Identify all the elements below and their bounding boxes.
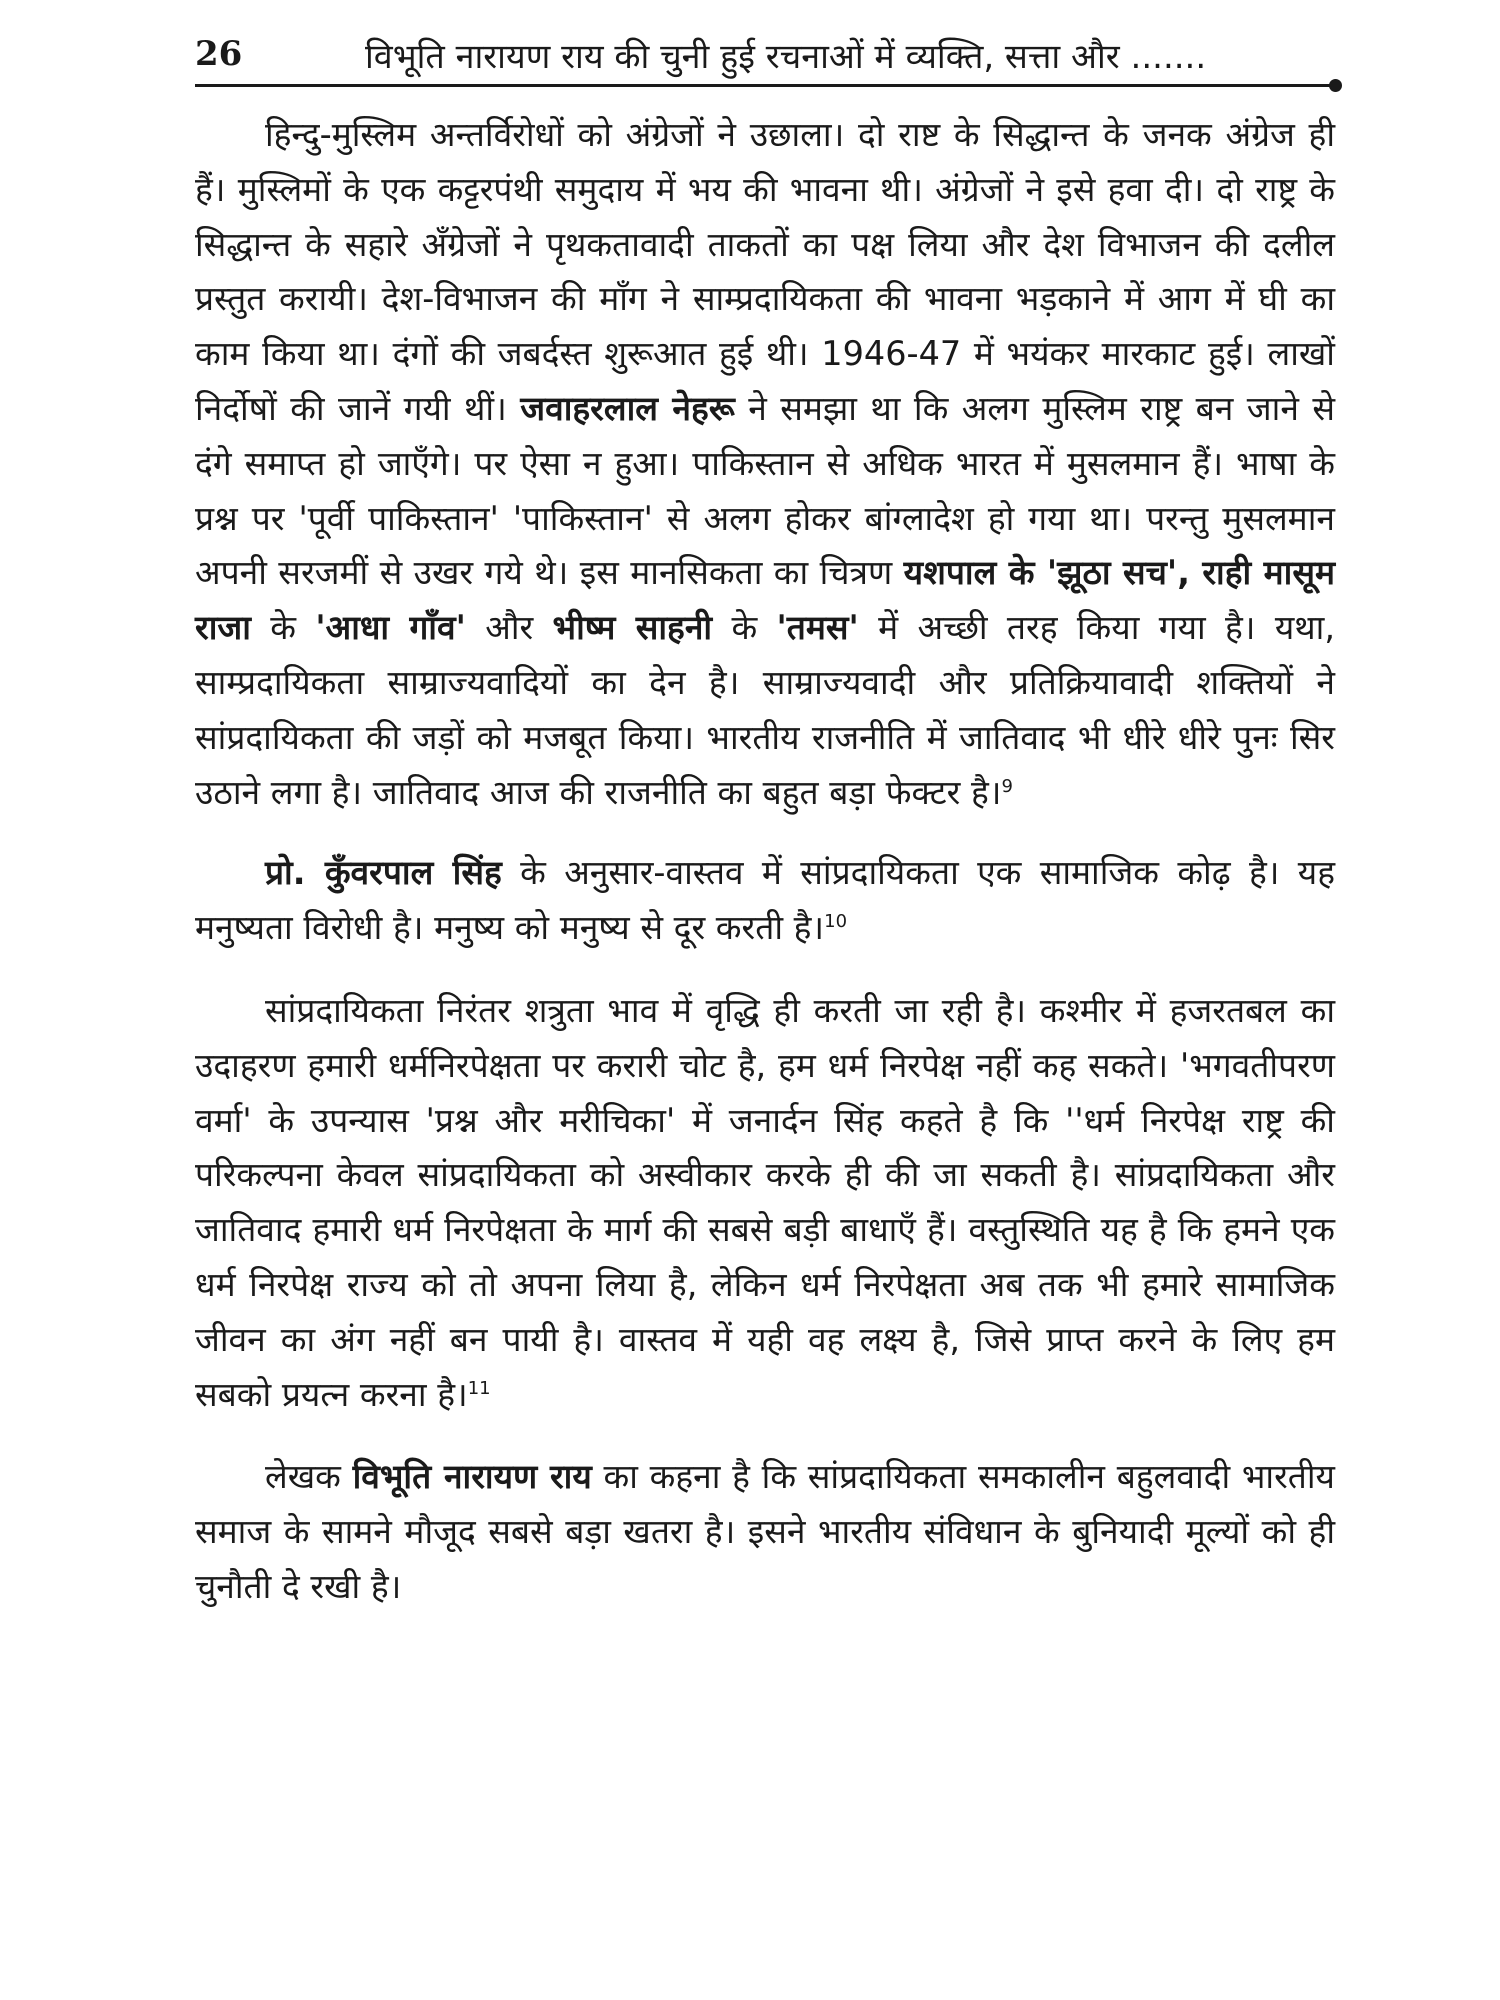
footnote-ref: 11 — [467, 1377, 491, 1399]
paragraph — [195, 846, 1335, 956]
bold-phrase: 'तमस' — [776, 608, 859, 648]
text-run: के — [250, 608, 316, 648]
text-run: और — [465, 608, 553, 648]
header-rule — [195, 84, 1335, 87]
bold-phrase: जवाहरलाल नेहरू — [520, 388, 735, 428]
text-run: के — [712, 608, 777, 648]
text-run: का कहना है कि सांप्रदायिकता समकालीन बहुलवादी भारतीय समाज के सामने मौजूद सबसे बड़ा खतरा है। इसने भारतीय संविधान के बुनियादी मूल्यों को ही चुनौती दे रखी है। — [195, 1457, 1335, 1606]
text-run: के अनुसार-वास्तव में सांप्रदायिकता एक सामाजिक कोढ़ है। यह मनुष्यता विरोधी है। मनुष्य को मनुष्य से दूर करती है। — [195, 853, 1335, 948]
paragraph — [195, 108, 1335, 820]
header-rule-dot — [1329, 79, 1342, 92]
text-run: हिन्दु-मुस्लिम अन्तर्विरोधों को अंग्रेजों ने उछाला। दो राष्ट के सिद्धान्त के जनक अंग्रेज ही हैं। मुस्लिमों के एक कट्टरपंथी समुदाय में भय की भावना थी। अंग्रेजों ने इसे हवा दी। दो राष्ट्र के सिद्धान्त के सहारे अँग्रेजों ने पृथकतावादी ताकतों का पक्ष लिया और देश विभाजन की दलील प्रस्तुत करायी। देश-विभाजन की माँग ने साम्प्रदायिकता की भावना भड़काने में आग में घी का काम किया था। दंगों की जबर्दस्त शुरूआत हुई थी। 1946-47 में भयंकर मारकाट हुई। लाखों निर्दोषों की जानें गयी थीं। — [195, 115, 1335, 428]
paragraph — [195, 1450, 1335, 1614]
body-text — [195, 108, 1335, 1643]
text-run: लेखक — [265, 1457, 353, 1497]
bold-phrase: भीष्म साहनी — [552, 608, 713, 648]
bold-phrase: 'आधा गाँव' — [315, 608, 466, 648]
text-run: में अच्छी तरह किया गया है। यथा, साम्प्रदायिकता साम्राज्यवादियों का देन है। साम्राज्यवादी और प्रतिक्रियावादी शक्तियों ने सांप्रदायिकता की जड़ों को मजबूत किया। भारतीय राजनीति में जातिवाद भी धीरे धीरे पुनः सिर उठाने लगा है। जातिवाद आज की राजनीति का बहुत बड़ा फेक्टर है। — [195, 608, 1335, 812]
page-number: 26 — [195, 34, 243, 74]
bold-phrase: यशपाल के 'झूठा सच', राही मासूम राजा — [195, 553, 1335, 648]
footnote-ref: 10 — [824, 911, 848, 932]
bold-phrase: प्रो. कुँवरपाल सिंह — [265, 853, 502, 893]
text-run: ने समझा था कि अलग मुस्लिम राष्ट्र बन जाने से दंगे समाप्त हो जाएँगे। पर ऐसा न हुआ। पाकिस्तान से अधिक भारत में मुसलमान हैं। भाषा के प्रश्न पर 'पूर्वी पाकिस्तान' 'पाकिस्तान' से अलग होकर बांग्लादेश हो गया था। परन्तु मुसलमान अपनी सरजमीं से उखर गये थे। इस मानसिकता का चित्रण — [195, 388, 1335, 593]
paragraph — [195, 984, 1335, 1422]
footnote-ref: 9 — [1001, 775, 1013, 797]
page-header — [195, 28, 1345, 84]
bold-phrase: विभूति नारायण राय — [352, 1457, 592, 1497]
running-title: विभूति नारायण राय की चुनी हुई रचनाओं में व्यक्ति, सत्ता और ....... — [365, 37, 1207, 77]
text-run: सांप्रदायिकता निरंतर शत्रुता भाव में वृद्धि ही करती जा रही है। कश्मीर में हजरतबल का उदाहरण हमारी धर्मनिरपेक्षता पर करारी चोट है, हम धर्म निरपेक्ष नहीं कह सकते। 'भगवतीपरण वर्मा' के उपन्यास 'प्रश्न और मरीचिका' में जनार्दन सिंह कहते है कि ''धर्म निरपेक्ष राष्ट्र की परिकल्पना केवल सांप्रदायिकता को अस्वीकार करके ही की जा सकती है। सांप्रदायिकता और जातिवाद हमारी धर्म निरपेक्षता के मार्ग की सबसे बड़ी बाधाएँ हैं। वस्तुस्थिति यह है कि हमने एक धर्म निरपेक्ष राज्य को तो अपना लिया है, लेकिन धर्म निरपेक्षता अब तक भी हमारे सामाजिक जीवन का अंग नहीं बन पायी है। वास्तव में यही वह लक्ष्य है, जिसे प्राप्त करने के लिए हम सबको प्रयत्न करना है। — [195, 990, 1335, 1414]
